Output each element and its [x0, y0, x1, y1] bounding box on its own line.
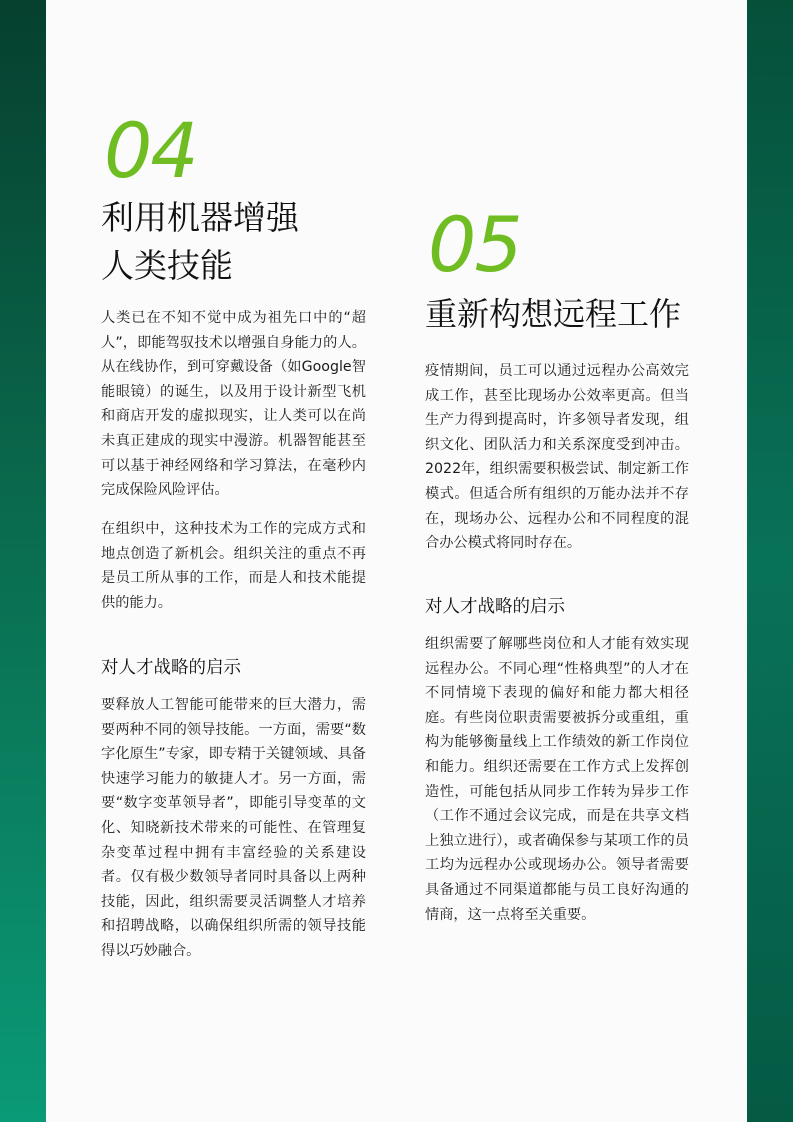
section-04-paragraph-1: 人类已在不知不觉中成为祖先口中的“超人”，即能驾驭技术以增强自身能力的人。从在线协作，到可穿戴设备（如Google智能眼镜）的诞生，以及用于设计新型飞机和商店开发的虚拟现实，让人类可以在尚未真正建成的现实中漫游。机器智能甚至可以基于神经网络和学习算法，在毫秒内完成保险风险评估。 [101, 310, 366, 499]
section-04-paragraph-3: 要释放人工智能可能带来的巨大潜力，需要两种不同的领导技能。一方面，需要“数字化原生”专家，即专精于关键领域、具备快速学习能力的敏捷人才。另一方面，需要“数字变革领导者”，即能引导变革的文化、知晓新技术带来的可能性、在管理复杂变革过程中拥有丰富经验的关系建设者。仅有极少数领导者同时具备以上两种技能，因此，组织需要灵活调整人才培养和招聘战略，以确保组织所需的领导技能得以巧妙融合。 [101, 697, 366, 959]
section-05-subheading: 对人才战略的启示 [425, 597, 565, 617]
section-05-title: 重新构想远程工作 [425, 295, 682, 333]
section-05-paragraph-1: 疫情期间，员工可以通过远程办公高效完成工作，甚至比现场办公效率更高。但当生产力得到提高时，许多领导者发现，组织文化、团队活力和关系深度受到冲击。2022年，组织需要积极尝试、制定新工作模式。但适合所有组织的万能办法并不存在，现场办公、远程办公和不同程度的混合办公模式将同时存在。 [425, 363, 689, 552]
left-green-border [0, 0, 46, 1122]
section-05-paragraph-2: 组织需要了解哪些岗位和人才能有效实现远程办公。不同心理“性格典型”的人才在不同情境下表现的偏好和能力都大相径庭。有些岗位职责需要被拆分或重组，重构为能够衡量线上工作绩效的新工作岗位和能力。组织还需要在工作方式上发挥创造性，可能包括从同步工作转为异步工作（工作不通过会议完成，而是在共享文档上独立进行），或者确保参与某项工作的员工均为远程办公或现场办公。领导者需要具备通过不同渠道都能与员工良好沟通的情商，这一点将至关重要。 [425, 636, 689, 923]
section-04-title-line1: 利用机器增强 [101, 198, 299, 237]
section-04-title [101, 194, 361, 290]
section-04-subheading: 对人才战略的启示 [101, 658, 241, 678]
right-green-border [747, 0, 793, 1122]
section-number-05: 05 [428, 200, 521, 289]
section-04-paragraph-2: 在组织中，这种技术为工作的完成方式和地点创造了新机会。组织关注的重点不再是员工所从事的工作，而是人和技术能提供的能力。 [101, 521, 366, 611]
section-04-title-line2: 人类技能 [101, 246, 233, 285]
section-number-04: 04 [104, 106, 197, 195]
